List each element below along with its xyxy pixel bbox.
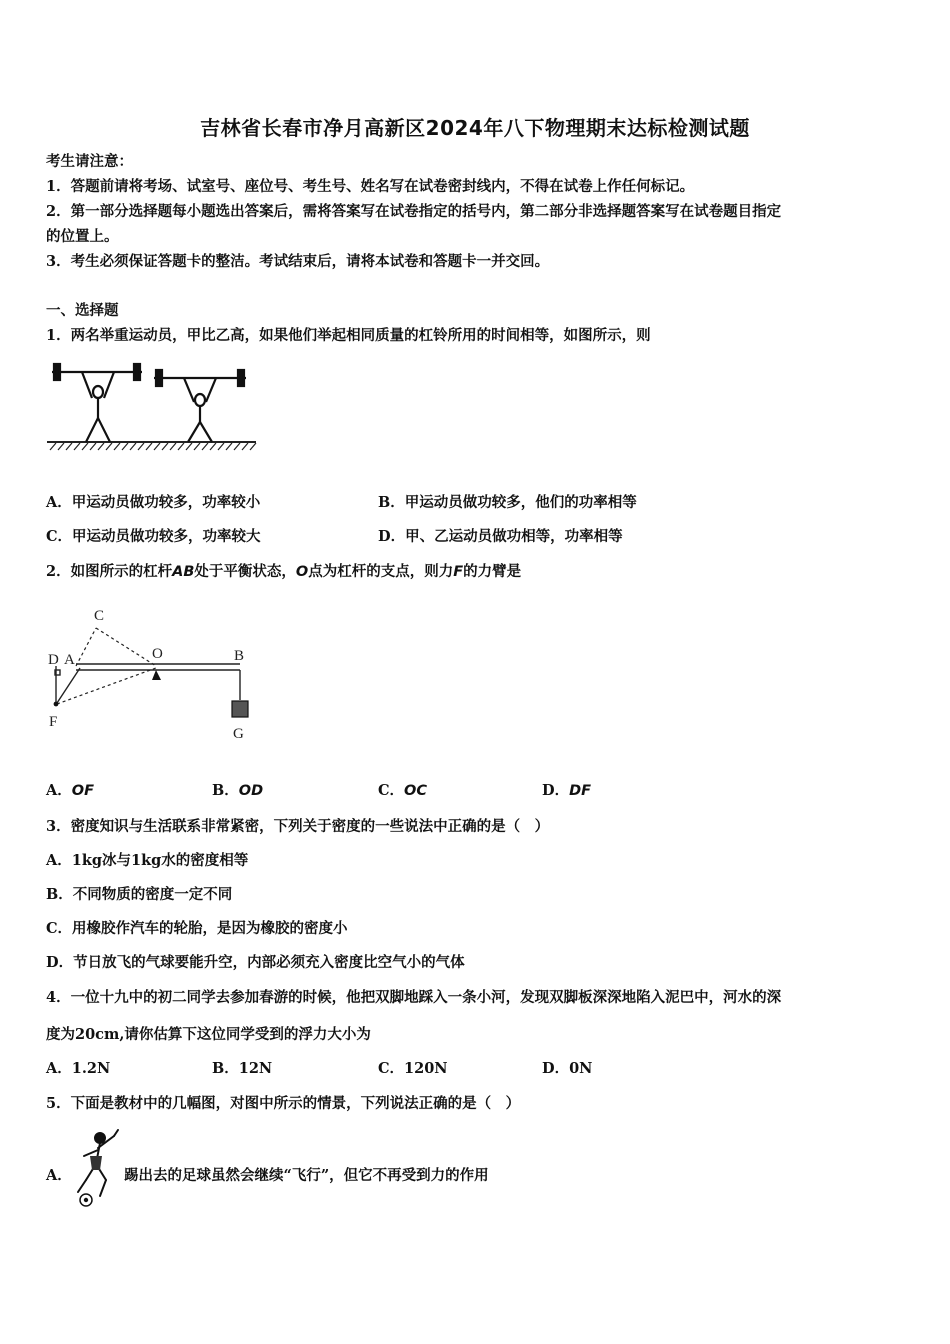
q1-option-c[interactable]: C．甲运动员做功较多，功率较大 [46, 528, 261, 545]
notice-item-2: 2．第一部分选择题每小题选出答案后，需将答案写在试卷指定的括号内，第二部分非选择题答案写在试卷题目指定 [46, 203, 782, 220]
lifter-jia [52, 364, 142, 442]
label-c: C [94, 608, 105, 624]
label-d: D [48, 652, 59, 668]
q5-stem: 5．下面是教材中的几幅图，对图中所示的情景，下列说法正确的是（ ） [46, 1095, 521, 1112]
q1-option-b[interactable]: B．甲运动员做功较多，他们的功率相等 [378, 494, 637, 511]
q2-stem-pre: 2．如图所示的杠杆 [46, 563, 173, 580]
q2-option-b-label: B． [212, 782, 239, 799]
q4-stem-line2: 度为20cm,请你估算下这位同学受到的浮力大小为 [46, 1026, 371, 1043]
q2-option-c-label: C． [378, 782, 405, 799]
q4-option-d[interactable]: D．0N [542, 1060, 593, 1077]
section-heading: 一、选择题 [46, 302, 119, 319]
q4-option-b[interactable]: B．12N [212, 1060, 273, 1077]
weightlifters-figure [44, 358, 260, 454]
q2-option-c[interactable] [378, 781, 427, 801]
q2-option-a-value: OF [71, 783, 94, 799]
label-b: B [234, 648, 245, 664]
q2-stem-mid: 处于平衡状态， [194, 563, 296, 580]
weight-block [232, 701, 248, 717]
q2-stem-f: F [453, 564, 464, 580]
q4-option-c[interactable]: C．120N [378, 1060, 448, 1077]
lifter-yi [154, 370, 246, 442]
q2-stem-mid2: 点为杠杆的支点，则力 [308, 563, 454, 580]
q1-option-a[interactable]: A．甲运动员做功较多，功率较小 [46, 494, 261, 511]
q2-option-a-label: A． [46, 782, 72, 799]
lever-figure [44, 600, 256, 748]
q2-stem-post: 的力臂是 [463, 563, 522, 580]
notice-item-1: 1．答题前请将考场、试室号、座位号、考生号、姓名写在试卷密封线内，不得在试卷上作任何标记。 [46, 178, 695, 195]
q3-option-b[interactable]: B．不同物质的密度一定不同 [46, 886, 233, 903]
q3-option-c[interactable]: C．用橡胶作汽车的轮胎，是因为橡胶的密度小 [46, 920, 348, 937]
label-a: A [64, 652, 75, 668]
q3-option-a[interactable]: A．1kg冰与1kg水的密度相等 [46, 852, 249, 869]
fulcrum [152, 670, 161, 680]
label-f: F [49, 714, 58, 730]
point-f-dot [54, 702, 59, 707]
notice-heading: 考生请注意： [46, 153, 133, 170]
page-title: 吉林省长春市净月高新区2024年八下物理期末达标检测试题 [200, 116, 750, 140]
q2-stem [46, 562, 521, 582]
notice-item-2-cont: 的位置上。 [46, 228, 119, 245]
q2-stem-o: O [295, 564, 309, 580]
q3-option-d[interactable]: D．节日放飞的气球要能升空，内部必须充入密度比空气小的气体 [46, 954, 465, 971]
q2-option-b-value: OD [238, 783, 264, 799]
q3-stem: 3．密度知识与生活联系非常紧密，下列关于密度的一些说法中正确的是（ ） [46, 818, 550, 835]
q2-option-a[interactable] [46, 781, 94, 801]
q2-option-d[interactable] [542, 781, 591, 801]
q1-option-d[interactable]: D．甲、乙运动员做功相等，功率相等 [378, 528, 623, 545]
q4-stem-line1: 4．一位十九中的初二同学去参加春游的时候，他把双脚地踩入一条小河，发现双脚板深深地陷入泥巴中，河水的深 [46, 989, 782, 1006]
q2-option-b[interactable] [212, 781, 263, 801]
q4-option-a[interactable]: A．1.2N [46, 1060, 111, 1077]
q2-option-d-label: D． [542, 782, 570, 799]
q5-option-a-text[interactable]: 踢出去的足球虽然会继续“飞行”，但它不再受到力的作用 [124, 1167, 489, 1184]
label-o: O [152, 646, 163, 662]
q1-stem: 1．两名举重运动员，甲比乙高，如果他们举起相同质量的杠铃所用的时间相等，如图所示，则 [46, 327, 651, 344]
ground-hatch [50, 443, 256, 450]
notice-item-3: 3．考生必须保证答题卡的整洁。考试结束后，请将本试卷和答题卡一并交回。 [46, 253, 550, 270]
q2-option-c-value: OC [404, 783, 428, 799]
force-line [55, 666, 80, 704]
q2-stem-ab: AB [172, 564, 195, 580]
label-g: G [233, 726, 244, 742]
q2-option-d-value: DF [569, 783, 592, 799]
q5-option-a-label[interactable]: A． [46, 1167, 72, 1184]
soccer-player-figure [70, 1126, 124, 1208]
lever-bar [76, 664, 240, 670]
